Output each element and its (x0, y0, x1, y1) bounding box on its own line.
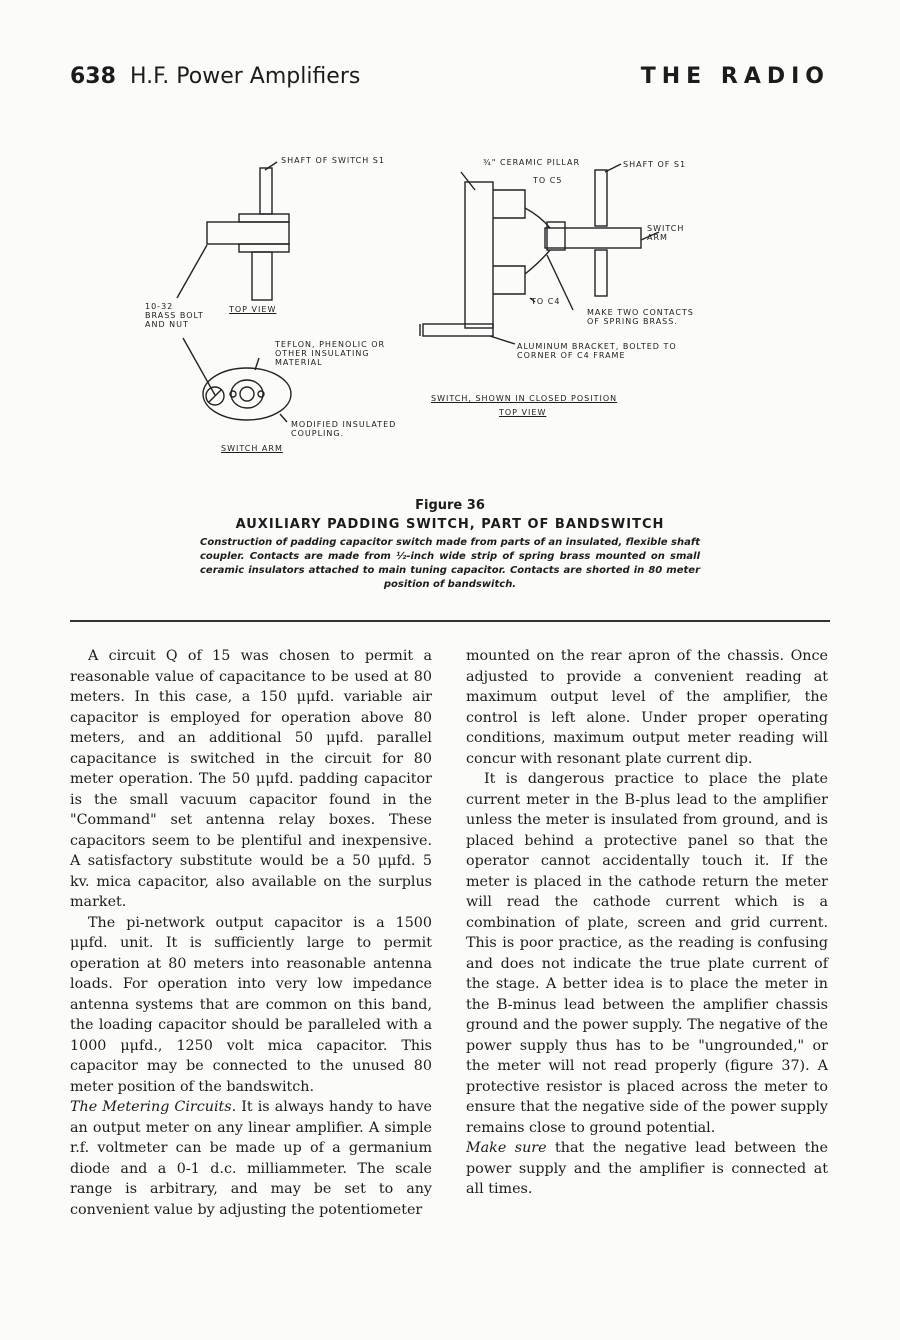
make-sure-text: that the negative lead between the power supply and the amplifier is connected at all times. (466, 1140, 829, 1197)
figure-description: Construction of padding capacitor switch made from parts of an insulated, flexible shaft coupler. Contacts are made from ½-inch wide strip of spring brass mounted on small ceramic insulators attached to main tuning capacitor. Contacts are shorted in 80 meter position of bandswitch. (200, 537, 700, 590)
figure-title: AUXILIARY PADDING SWITCH, PART OF BANDSWITCH (235, 517, 665, 532)
label-shaft-s1-left: SHAFT OF SWITCH S1 (281, 156, 385, 165)
label-to-c5: TO C5 (533, 176, 563, 185)
label-top-view-right: TOP VIEW (499, 408, 547, 417)
paragraph-plate-meter: It is dangerous practice to place the plate current meter in the B-plus lead to the amplifier unless the meter is insulated from ground, and is placed behind a protective panel so that the operator cannot accidentally touch it. If the meter is placed in the cathode return the meter will read the cathode current which is a combination of plate, screen and grid current. This is poor practice, as the reading is confusing and does not indicate the true plate current of the stage. A better idea is to place the meter in the B-minus lead between the amplifier chassis ground and the power supply. The negative of the power supply thus has to be "ungrounded," or the meter will not read properly (figure 37). A protective resistor is placed across the meter to ensure that the negative side of the power supply remains close to ground potential. (466, 771, 828, 1136)
figure-caption (200, 498, 700, 592)
label-shaft-s1-right: SHAFT OF S1 (623, 160, 687, 169)
caption-divider (70, 620, 830, 622)
label-switch-arm-right: SWITCH ARM (647, 224, 685, 242)
label-top-view-left: TOP VIEW (229, 305, 277, 314)
label-closed-position: SWITCH, SHOWN IN CLOSED POSITION (431, 394, 618, 403)
page-number: 638 (70, 64, 116, 89)
figure-number: Figure 36 (415, 498, 485, 513)
book-title: THE RADIO (640, 64, 830, 89)
label-ceramic-pillar: ¾" CERAMIC PILLAR (483, 158, 581, 167)
chapter-title: H.F. Power Amplifiers (130, 64, 361, 89)
figure-36-diagram (135, 150, 775, 470)
paragraph-metering-continued: mounted on the rear apron of the chassis. Once adjusted to provide a convenient reading at maximum output level of the amplifier, the control is left alone. Under proper operating conditions, maximum output meter reading will concur with resonant plate current dip. (466, 648, 828, 767)
metering-text: It is always handy to have an output meter on any linear amplifier. A simple r.f. voltmeter can be made up of a germanium diode and a 0-1 d.c. milliammeter. The scale range is arbitrary, and may be set to any convenient value by adjusting the potentiometer (70, 1099, 432, 1218)
paragraph-make-sure (466, 1138, 828, 1200)
body-column-right (466, 646, 828, 1200)
make-sure-emphasis: Make sure (466, 1140, 547, 1156)
label-spring-contacts: MAKE TWO CONTACTS OF SPRING BRASS. (587, 308, 694, 326)
label-bracket: ALUMINUM BRACKET, BOLTED TO CORNER OF C4 FRAME (517, 342, 677, 360)
paragraph-metering (70, 1097, 432, 1220)
label-teflon: TEFLON, PHENOLIC OR OTHER INSULATING MATERIAL (275, 340, 386, 367)
label-to-c4: TO C4 (531, 297, 561, 306)
paragraph-circuit-q: A circuit Q of 15 was chosen to permit a reasonable value of capacitance to be used at 80 meters. In this case, a 150 μμfd. variable air capacitor is employed for operation above 80 meters, and an additional 50 μμfd. parallel capacitance is switched in the circuit for 80 meter operation. The 50 μμfd. padding capacitor is the small vacuum capacitor found in the "Command" set antenna relay boxes. These capacitors seem to be plentiful and inexpensive. A satisfactory substitute would be a 50 μμfd. 5 kv. mica capacitor, also available on the surplus market. (70, 648, 432, 910)
metering-heading: The Metering Circuits. (70, 1099, 237, 1115)
label-brass-bolt: 10-32 BRASS BOLT AND NUT (145, 302, 204, 329)
paragraph-pi-network: The pi-network output capacitor is a 1500 μμfd. unit. It is sufficiently large to permit operation at 80 meters into reasonable antenna loads. For operation into very low impedance antenna systems that are common on this band, the loading capacitor should be paralleled with a 1000 μμfd., 1250 volt mica capacitor. This capacitor may be connected to the unused 80 meter position of the bandswitch. (70, 914, 432, 1095)
label-switch-arm-left: SWITCH ARM (221, 444, 283, 453)
label-coupling: MODIFIED INSULATED COUPLING. (291, 420, 397, 438)
body-column-left (70, 646, 432, 1220)
page-header (70, 64, 830, 100)
